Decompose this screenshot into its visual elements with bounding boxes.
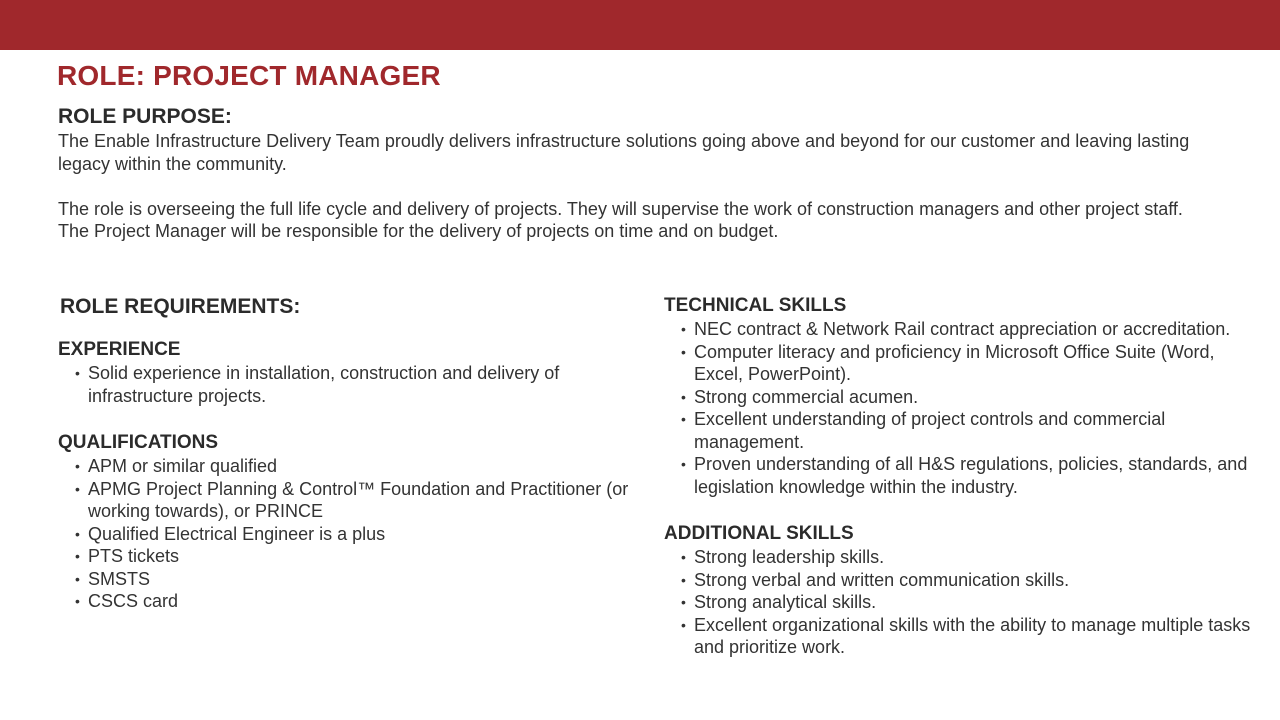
technical-skills-block xyxy=(664,294,1264,498)
header-bar xyxy=(0,0,1280,50)
list-item: • Proven understanding of all H&S regulations, policies, standards, and legislation knowledge within the industry. xyxy=(694,453,1264,498)
page-title: ROLE: PROJECT MANAGER xyxy=(57,60,441,91)
list-item: • Excellent understanding of project controls and commercial management. xyxy=(694,408,1264,453)
role-requirements-section xyxy=(60,294,640,320)
additional-skills-block xyxy=(664,522,1264,659)
list-item: • CSCS card xyxy=(88,590,638,613)
requirements-column xyxy=(58,338,638,613)
qualifications-block xyxy=(58,431,638,613)
role-purpose-paragraph: The Enable Infrastructure Delivery Team proudly delivers infrastructure solutions going above and beyond for our customer and leaving lasting legacy within the community. xyxy=(58,131,1190,174)
additional-skills-heading: ADDITIONAL SKILLS xyxy=(664,523,854,544)
role-requirements-heading: ROLE REQUIREMENTS: xyxy=(60,295,301,318)
qualifications-list xyxy=(58,455,638,613)
list-item: • SMSTS xyxy=(88,568,638,591)
experience-heading: EXPERIENCE xyxy=(58,339,181,360)
list-item: • Strong verbal and written communication skills. xyxy=(694,569,1264,592)
list-item: • APM or similar qualified xyxy=(88,455,638,478)
list-item: • Strong analytical skills. xyxy=(694,591,1264,614)
additional-skills-list xyxy=(664,546,1264,659)
technical-skills-list xyxy=(664,318,1264,498)
role-purpose-heading: ROLE PURPOSE: xyxy=(58,105,232,128)
list-item: • Strong leadership skills. xyxy=(694,546,1264,569)
list-item: • Strong commercial acumen. xyxy=(694,386,1264,409)
list-item: • Excellent organizational skills with the ability to manage multiple tasks and prioritize work. xyxy=(694,614,1264,659)
role-purpose-section xyxy=(58,104,1218,243)
technical-skills-heading: TECHNICAL SKILLS xyxy=(664,295,847,316)
experience-list xyxy=(58,362,638,407)
list-item: • Qualified Electrical Engineer is a plus xyxy=(88,523,638,546)
list-item: • PTS tickets xyxy=(88,545,638,568)
list-item: • Solid experience in installation, construction and delivery of infrastructure projects. xyxy=(88,362,638,407)
list-item: • Computer literacy and proficiency in Microsoft Office Suite (Word, Excel, PowerPoint). xyxy=(694,341,1264,386)
qualifications-heading: QUALIFICATIONS xyxy=(58,432,219,453)
list-item: • APMG Project Planning & Control™ Foundation and Practitioner (or working towards), or PRINCE xyxy=(88,478,638,523)
list-item: • NEC contract & Network Rail contract appreciation or accreditation. xyxy=(694,318,1264,341)
skills-column xyxy=(664,294,1264,659)
role-purpose-paragraph: The role is overseeing the full life cycle and delivery of projects. They will supervise the work of construction managers and other project staff. The Project Manager will be responsible for the delivery of projects on time and on budget. xyxy=(58,198,1183,241)
experience-block xyxy=(58,338,638,407)
